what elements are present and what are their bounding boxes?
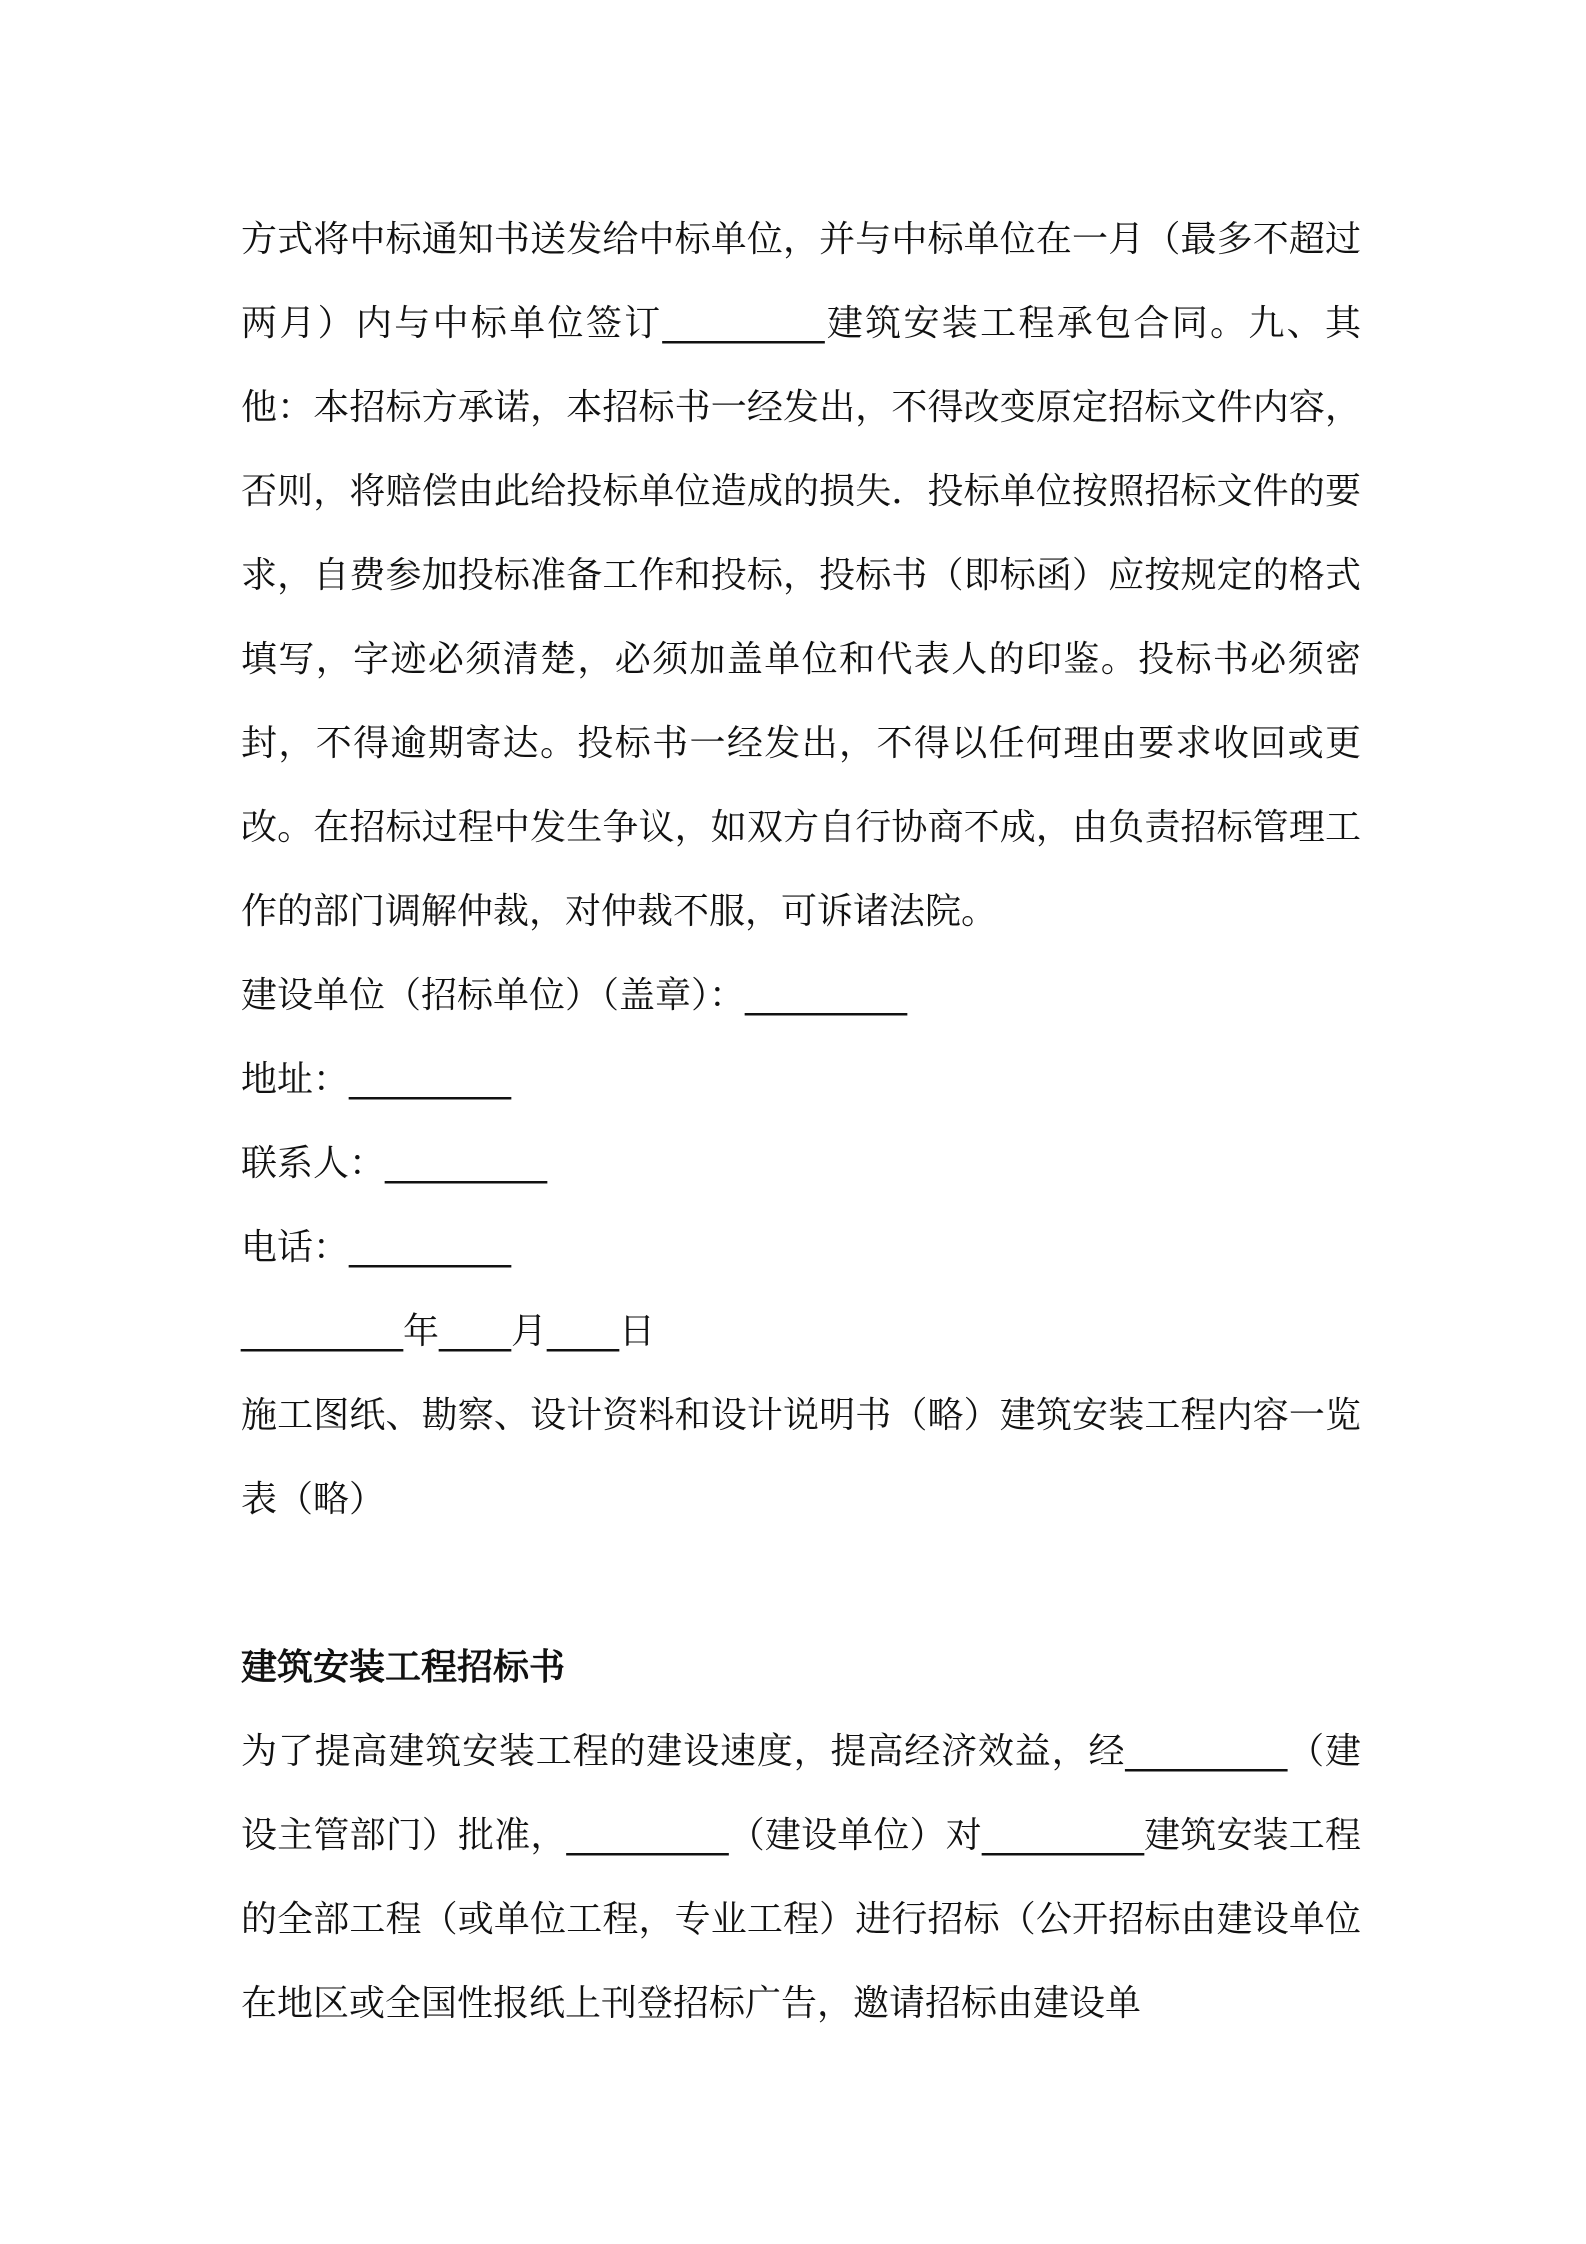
paragraph-attachments: 施工图纸、勘察、设计资料和设计说明书（略）建筑安装工程内容一览表（略） bbox=[241, 1395, 1361, 1520]
phone-line: 电话：_________ bbox=[241, 1227, 512, 1268]
document-body bbox=[241, 198, 1361, 2046]
section-title: 建筑安装工程招标书 bbox=[241, 1647, 566, 1688]
paragraph-tender-intro: 为了提高建筑安装工程的建设速度，提高经济效益，经_________（建设主管部门）批准，_________（建设单位）对_________建筑安装工程的全部工程（或单位工程，专业工程）进行招标（公开招标由建设单位在地区或全国性报纸上刊登招标广告，邀请招标由建设单 bbox=[241, 1731, 1361, 2024]
owner-seal-line: 建设单位（招标单位）（盖章）：_________ bbox=[241, 975, 908, 1016]
section-gap bbox=[241, 1542, 1361, 1626]
contact-line: 联系人：_________ bbox=[241, 1143, 548, 1184]
address-line: 地址：_________ bbox=[241, 1059, 512, 1100]
paragraph-award-notice: 方式将中标通知书送发给中标单位，并与中标单位在一月（最多不超过两月）内与中标单位签订_________建筑安装工程承包合同。九、其他：本招标方承诺，本招标书一经发出，不得改变原定招标文件内容，否则，将赔偿由此给投标单位造成的损失．投标单位按照招标文件的要求，自费参加投标准备工作和投标，投标书（即标函）应按规定的格式填写，字迹必须清楚，必须加盖单位和代表人的印鉴。投标书必须密封，不得逾期寄达。投标书一经发出，不得以任何理由要求收回或更改。在招标过程中发生争议，如双方自行协商不成，由负责招标管理工作的部门调解仲裁，对仲裁不服，可诉诸法院。 bbox=[241, 219, 1361, 932]
date-line: _________年____月____日 bbox=[241, 1311, 655, 1352]
